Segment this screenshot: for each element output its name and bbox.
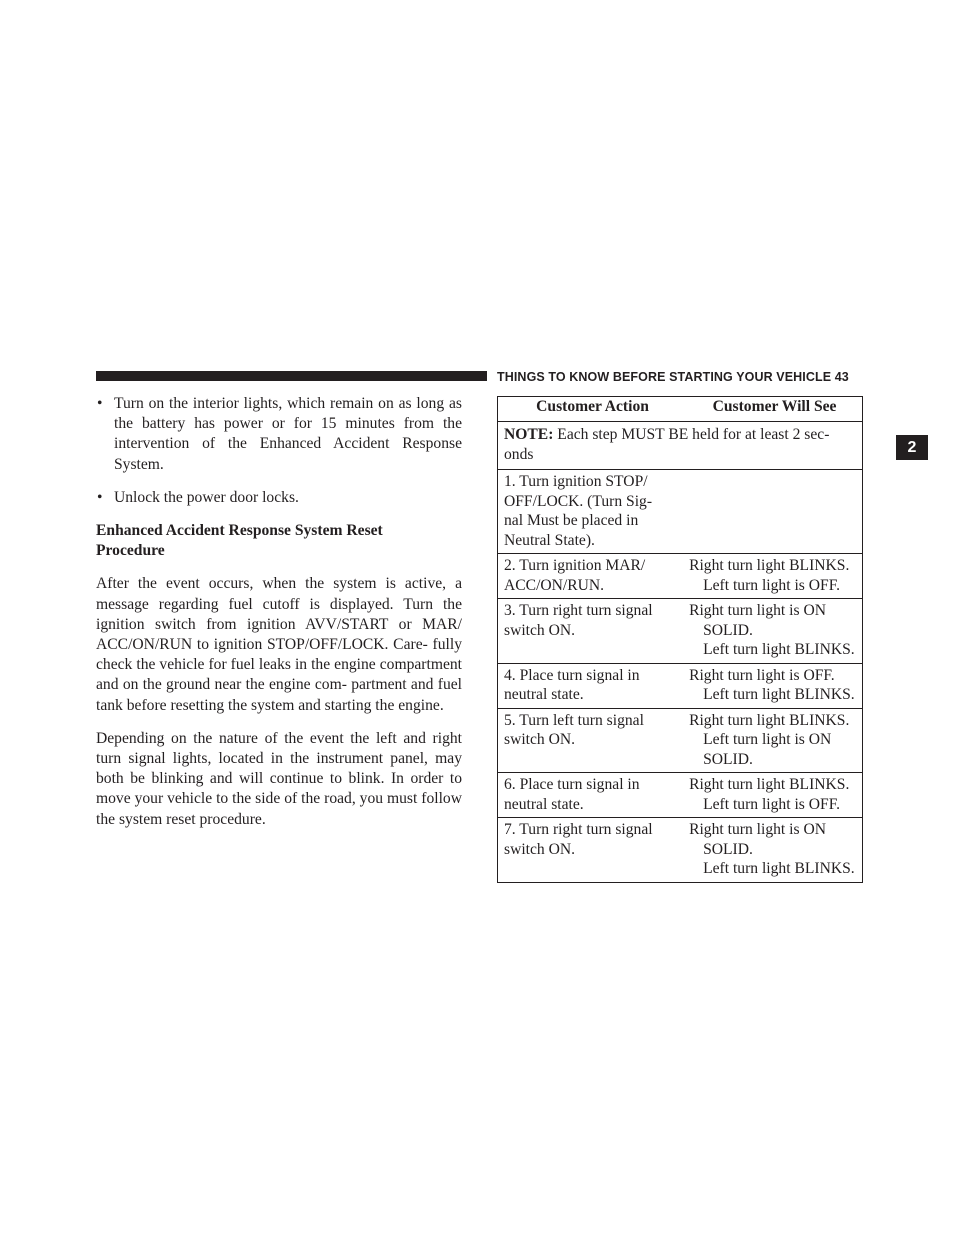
result-line: Right turn light is ON xyxy=(689,602,826,619)
bullet-text: Turn on the interior lights, which remain on as long as the battery has power or for 15 minutes from the intervention of the Enhanced Accident Response System. xyxy=(114,395,462,473)
section-heading xyxy=(96,521,462,561)
action-line: neutral state. xyxy=(504,686,584,703)
result-line: SOLID. xyxy=(703,840,753,858)
result-cell xyxy=(687,773,862,818)
action-cell xyxy=(498,818,688,883)
note-cell xyxy=(498,422,863,470)
action-cell xyxy=(498,599,688,664)
result-cell xyxy=(687,818,862,883)
left-column xyxy=(96,394,462,830)
result-cell xyxy=(687,708,862,773)
result-line: Right turn light BLINKS. xyxy=(689,557,850,574)
section-heading-line: Procedure xyxy=(96,542,165,560)
action-line: 4. Place turn signal in xyxy=(504,666,640,684)
action-line: neutral state. xyxy=(504,795,584,813)
action-cell xyxy=(498,773,688,818)
result-line: SOLID. xyxy=(703,621,753,639)
result-line: Left turn light is OFF. xyxy=(703,576,841,594)
result-cell xyxy=(687,663,862,708)
result-line: Left turn light is ON xyxy=(703,731,832,748)
action-line: nal Must be placed in xyxy=(504,512,639,529)
action-line: 3. Turn right turn signal xyxy=(504,602,653,619)
result-cell xyxy=(687,599,862,664)
chapter-tab: 2 xyxy=(896,435,928,460)
bullet-item xyxy=(96,394,462,475)
result-line: Left turn light BLINKS. xyxy=(703,641,855,658)
result-line: Left turn light BLINKS. xyxy=(703,686,855,703)
table-row xyxy=(498,773,863,818)
action-line: Neutral State). xyxy=(504,531,595,549)
section-heading-line: Enhanced Accident Response System Reset xyxy=(96,522,383,540)
action-line: 2. Turn ignition MAR/ xyxy=(504,557,646,574)
reset-procedure-table xyxy=(497,396,863,883)
action-line: 6. Place turn signal in xyxy=(504,776,640,793)
body-paragraph: After the event occurs, when the system is active, a message regarding fuel cutoff is displayed. Turn the ignition switch from ignition AVV/START or MAR/ ACC/ON/RUN to ignition STOP/OFF/LOCK. Care- fully check the vehicle for fuel leaks in the engine compartment and on the ground near the engine com- partment and fuel tank before resetting the system and starting the engine. xyxy=(96,575,462,714)
action-line: switch ON. xyxy=(504,621,576,639)
result-line: Right turn light is OFF. xyxy=(689,666,835,684)
action-line: switch ON. xyxy=(504,840,576,858)
result-line: Left turn light BLINKS. xyxy=(703,860,855,877)
action-line: switch ON. xyxy=(504,731,576,748)
note-row xyxy=(498,422,863,470)
result-cell xyxy=(687,554,862,599)
bullet-dot: • xyxy=(97,395,103,412)
action-line: OFF/LOCK. (Turn Sig- xyxy=(504,492,653,510)
column-header-see: Customer Will See xyxy=(687,397,862,422)
action-cell xyxy=(498,663,688,708)
running-header: THINGS TO KNOW BEFORE STARTING YOUR VEHICLE 43 xyxy=(497,370,849,384)
result-line: Right turn light BLINKS. xyxy=(689,711,850,729)
action-cell xyxy=(498,470,688,554)
table-header-row xyxy=(498,397,863,422)
table-row xyxy=(498,818,863,883)
header-rule xyxy=(96,371,487,381)
table-row xyxy=(498,554,863,599)
bullet-text: Unlock the power door locks. xyxy=(114,488,299,506)
note-label: NOTE: xyxy=(504,426,554,443)
note-text: Each step MUST BE held for at least 2 sec- onds xyxy=(504,426,830,463)
body-paragraph: Depending on the nature of the event the left and right turn signal lights, located in the instrument panel, may both be blinking and will continue to blink. In order to move your vehicle to the side of the road, you must follow the system reset procedure. xyxy=(96,729,462,828)
result-line: Right turn light is ON xyxy=(689,821,826,838)
action-line: ACC/ON/RUN. xyxy=(504,576,605,594)
result-cell xyxy=(687,470,862,554)
bullet-dot: • xyxy=(97,488,103,506)
result-line: Right turn light BLINKS. xyxy=(689,776,850,793)
table-row xyxy=(498,708,863,773)
table-row xyxy=(498,599,863,664)
column-header-action: Customer Action xyxy=(498,397,688,422)
bullet-item xyxy=(96,488,462,508)
action-line: 5. Turn left turn signal xyxy=(504,711,644,729)
result-line: Left turn light is OFF. xyxy=(703,795,841,813)
action-line: 7. Turn right turn signal xyxy=(504,821,653,838)
table-row xyxy=(498,470,863,554)
action-line: 1. Turn ignition STOP/ xyxy=(504,473,648,490)
table-row xyxy=(498,663,863,708)
action-cell xyxy=(498,708,688,773)
action-cell xyxy=(498,554,688,599)
result-line: SOLID. xyxy=(703,750,753,768)
